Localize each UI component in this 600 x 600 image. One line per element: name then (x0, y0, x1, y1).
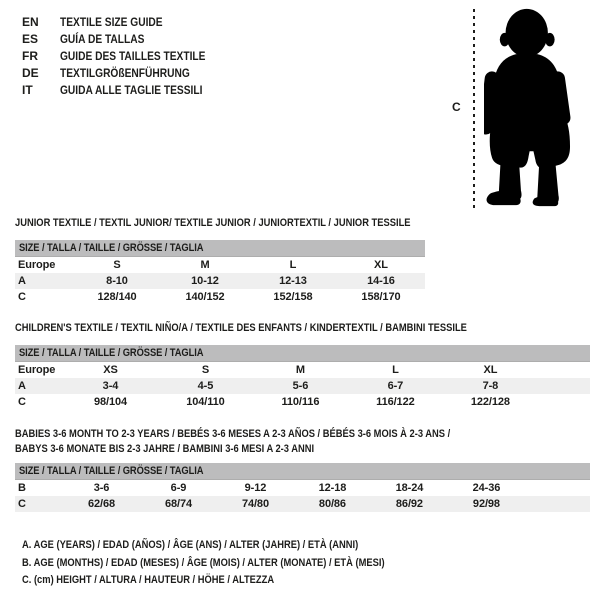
language-guide (22, 14, 231, 99)
size-cell: XL (374, 259, 388, 271)
size-cell: S (113, 259, 121, 271)
size-cell: 98/104 (93, 396, 127, 408)
size-row (15, 480, 590, 497)
babies-textile-section (15, 427, 590, 512)
spacer-cell (538, 394, 590, 410)
size-row (15, 257, 425, 274)
language-code: IT (22, 83, 33, 97)
size-row (15, 273, 425, 289)
size-cell: 10-12 (161, 273, 249, 289)
language-label: GUIDA ALLE TAGLIE TESSILI (60, 83, 203, 97)
size-cell: 104/110 (186, 396, 225, 408)
size-cell: 92/98 (448, 496, 525, 512)
junior-size-table (15, 240, 425, 305)
size-cell: 24-36 (472, 482, 501, 494)
size-cell: 152/158 (273, 291, 313, 303)
size-row (15, 362, 590, 379)
junior-section-title (15, 216, 425, 231)
size-row (15, 289, 425, 305)
height-measure-line (473, 9, 475, 208)
row-label: A (15, 273, 73, 289)
size-header-text: SIZE / TALLA / TAILLE / GRÖSSE / TAGLIA (19, 242, 204, 254)
legend-line-text: C. (cm) HEIGHT / ALTURA / HAUTEUR / HÖHE / ALTEZZA (22, 574, 275, 586)
size-row (15, 378, 590, 394)
size-cell: L (392, 364, 399, 376)
size-header-text: SIZE / TALLA / TAILLE / GRÖSSE / TAGLIA (19, 347, 204, 359)
size-cell: S (201, 364, 210, 376)
height-measure-label: C (452, 100, 461, 114)
childrens-textile-section (15, 321, 590, 410)
size-cell: 122/128 (470, 396, 510, 408)
size-cell: 74/80 (217, 496, 294, 512)
row-label: B (18, 482, 26, 494)
size-cell: 110/116 (281, 396, 320, 408)
language-row-es (22, 31, 231, 48)
size-header-row (15, 345, 590, 362)
language-code: FR (22, 49, 38, 63)
language-label: GUÍA DE TALLAS (60, 32, 145, 46)
spacer-cell (525, 496, 590, 512)
language-row-fr (22, 48, 231, 65)
size-header-bar (15, 463, 590, 480)
size-cell: 4-5 (158, 378, 253, 394)
babies-size-table (15, 463, 590, 512)
size-cell: 12-18 (318, 482, 347, 494)
language-label: GUIDE DES TAILLES TEXTILE (60, 49, 206, 63)
language-label: TEXTILGRÖßENFÜHRUNG (60, 66, 190, 80)
size-cell: 12-13 (249, 273, 337, 289)
section-title-line (15, 321, 590, 336)
size-cell: L (289, 259, 297, 271)
spacer-cell (538, 378, 590, 394)
spacer-cell (538, 362, 590, 379)
size-cell: 3-4 (63, 378, 158, 394)
size-header-row (15, 240, 425, 257)
size-cell: 158/170 (361, 291, 401, 303)
size-cell: 80/86 (294, 496, 371, 512)
size-row (15, 496, 590, 512)
legend-line-a (22, 537, 449, 555)
section-title-line (15, 442, 590, 457)
toddler-silhouette-icon (484, 6, 581, 208)
language-code: DE (22, 66, 39, 80)
size-cell: 68/74 (140, 496, 217, 512)
legend-line-b (22, 555, 449, 573)
section-title-text: CHILDREN'S TEXTILE / TEXTIL NIÑO/A / TEXTILE DES ENFANTS / KINDERTEXTIL / BAMBINI TESSILE (15, 322, 467, 334)
childrens-size-table (15, 345, 590, 410)
size-cell: 9-12 (244, 482, 267, 494)
language-row-de (22, 65, 231, 82)
section-title-line (15, 427, 590, 442)
size-cell: 3-6 (93, 482, 110, 494)
size-cell: 14-16 (337, 273, 425, 289)
size-row (15, 394, 590, 410)
row-label: C (15, 496, 63, 512)
size-cell: 6-7 (348, 378, 443, 394)
childrens-section-title (15, 321, 590, 336)
size-cell: XL (483, 364, 498, 376)
size-cell: 6-9 (170, 482, 187, 494)
spacer-cell (525, 480, 590, 497)
size-cell: 128/140 (97, 291, 137, 303)
section-title-text: BABYS 3-6 MONATE BIS 2-3 JAHRE / BAMBINI 3-6 MESI A 2-3 ANNI (15, 443, 315, 455)
language-row-it (22, 82, 231, 99)
legend-line-text: A. AGE (YEARS) / EDAD (AÑOS) / ÂGE (ANS) / ALTER (JAHRE) / ETÀ (ANNI) (22, 539, 359, 551)
babies-section-title (15, 427, 590, 457)
language-label: TEXTILE SIZE GUIDE (60, 15, 163, 29)
size-cell: M (200, 259, 210, 271)
size-header-text: SIZE / TALLA / TAILLE / GRÖSSE / TAGLIA (19, 465, 204, 477)
size-cell: 18-24 (395, 482, 424, 494)
row-label: Europe (18, 364, 56, 376)
junior-textile-section (15, 216, 425, 305)
size-cell: 140/152 (185, 291, 225, 303)
size-cell: 62/68 (63, 496, 140, 512)
size-cell: 7-8 (443, 378, 538, 394)
legend-line-text: B. AGE (MONTHS) / EDAD (MESES) / ÂGE (MOIS) / ALTER (MONATE) / ETÀ (MESI) (22, 556, 385, 569)
row-label: C (18, 396, 26, 408)
language-code: ES (22, 32, 39, 46)
size-cell: 86/92 (371, 496, 448, 512)
section-title-line (15, 216, 425, 231)
language-row-en (22, 14, 231, 31)
legend-line-c (22, 572, 449, 590)
section-title-text: JUNIOR TEXTILE / TEXTIL JUNIOR/ TEXTILE JUNIOR / JUNIORTEXTIL / JUNIOR TESSILE (15, 217, 411, 229)
section-title-text: BABIES 3-6 MONTH TO 2-3 YEARS / BEBÉS 3-6 MESES A 2-3 AÑOS / BÉBÉS 3-6 MOIS À 2-3 ANS / (15, 428, 451, 440)
legend (22, 537, 449, 590)
size-cell: 116/122 (376, 396, 415, 408)
size-cell: XS (103, 364, 118, 376)
size-header-row (15, 463, 590, 480)
row-label: Europe (18, 259, 56, 271)
size-header-bar (15, 240, 425, 257)
size-cell: 5-6 (253, 378, 348, 394)
size-header-bar (15, 345, 590, 362)
size-cell: M (295, 364, 305, 376)
row-label: C (18, 291, 26, 303)
row-label: A (15, 378, 63, 394)
size-cell: 8-10 (73, 273, 161, 289)
language-code: EN (22, 15, 39, 29)
